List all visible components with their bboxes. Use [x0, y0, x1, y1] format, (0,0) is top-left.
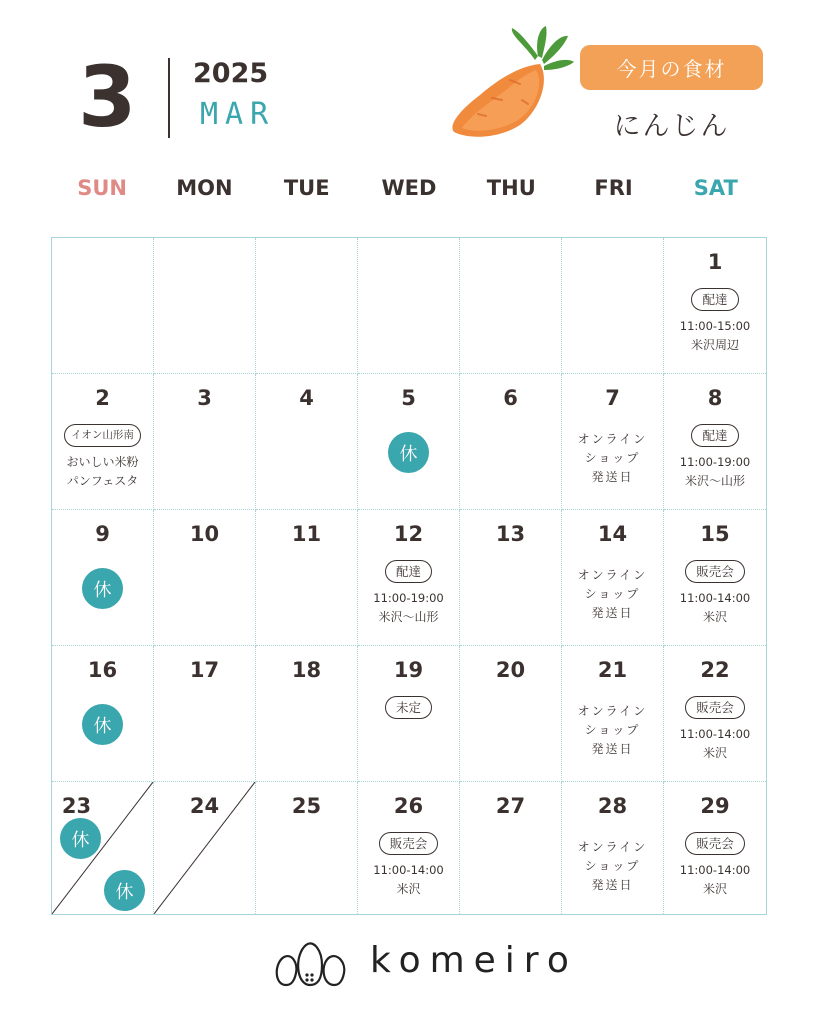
day-number: 11 [291, 522, 322, 546]
event-text: 11:00-14:00 [679, 863, 751, 877]
calendar-day-2 [52, 374, 154, 510]
calendar-day-13 [460, 510, 562, 646]
carrot-illustration [440, 20, 580, 145]
day-number: 1 [707, 250, 723, 274]
event-tag: 配達 [691, 288, 738, 311]
calendar-empty-cell [52, 238, 154, 374]
diagonal-line [154, 782, 255, 914]
calendar-day-25 [256, 782, 358, 914]
calendar-day-14 [562, 510, 664, 646]
event-text: 米沢 [702, 746, 727, 760]
event-text: オンライン [577, 432, 648, 446]
event-text: オンライン [577, 704, 648, 718]
calendar-day-26 [358, 782, 460, 914]
day-number: 27 [495, 794, 526, 818]
calendar-day-8 [664, 374, 766, 510]
calendar-day-28 [562, 782, 664, 914]
calendar-day-3 [154, 374, 256, 510]
holiday-badge: 休 [82, 704, 123, 745]
calendar-empty-cell [460, 238, 562, 374]
event-text: 米沢〜山形 [378, 610, 439, 624]
day-number: 25 [291, 794, 322, 818]
calendar-day-10 [154, 510, 256, 646]
event-text: 11:00-19:00 [373, 591, 444, 605]
day-number: 14 [597, 522, 628, 546]
weekday-wed: WED [381, 176, 437, 200]
day-number: 20 [495, 658, 526, 682]
holiday-badge: 休 [104, 870, 145, 911]
holiday-badge: 休 [82, 568, 123, 609]
day-number: 26 [393, 794, 424, 818]
weekday-fri: FRI [594, 176, 633, 200]
day-number: 15 [700, 522, 730, 546]
day-number: 10 [189, 522, 220, 546]
calendar-day-17 [154, 646, 256, 782]
day-number: 3 [197, 386, 212, 410]
calendar-day-29 [664, 782, 766, 914]
calendar-day-15 [664, 510, 766, 646]
calendar-day-22 [664, 646, 766, 782]
event-tag: 配達 [385, 560, 432, 583]
ingredient-badge: 今月の食材 [580, 45, 763, 90]
event-text: 発送日 [591, 742, 634, 756]
day-number: 2 [95, 386, 110, 410]
event-tag: 販売会 [685, 832, 745, 855]
event-text: ショップ [584, 451, 641, 465]
event-text: 11:00-15:00 [679, 319, 751, 333]
day-number: 6 [503, 386, 518, 410]
day-number: 24 [189, 794, 220, 818]
weekday-sun: SUN [77, 176, 128, 200]
calendar-day-12 [358, 510, 460, 646]
day-number: 21 [597, 658, 628, 682]
weekday-mon: MON [176, 176, 233, 200]
calendar-empty-cell [358, 238, 460, 374]
day-number: 5 [401, 386, 416, 410]
brand-wordmark: komeiro [370, 940, 578, 981]
event-text: オンライン [577, 840, 648, 854]
calendar-day-4 [256, 374, 358, 510]
calendar-day-24 [154, 782, 256, 914]
day-number: 4 [299, 386, 314, 410]
ingredient-name: にんじん [613, 111, 730, 142]
event-text: 11:00-14:00 [373, 863, 444, 877]
event-text: 11:00-19:00 [679, 455, 751, 469]
event-text: オンライン [577, 568, 648, 582]
event-text: 米沢周辺 [690, 338, 739, 352]
calendar-day-18 [256, 646, 358, 782]
day-number: 16 [87, 658, 118, 682]
calendar-empty-cell [562, 238, 664, 374]
event-tag: 配達 [691, 424, 738, 447]
calendar-empty-cell [256, 238, 358, 374]
calendar-day-27 [460, 782, 562, 914]
event-text: 米沢〜山形 [684, 474, 745, 488]
event-text: ショップ [584, 859, 641, 873]
weekday-sat: SAT [693, 176, 738, 200]
event-tag: 販売会 [685, 560, 745, 583]
month-abbr: MAR [200, 97, 276, 132]
event-text: 米沢 [396, 882, 421, 896]
event-text: ショップ [584, 587, 641, 601]
year-label: 2025 [193, 58, 269, 89]
event-text: 発送日 [591, 470, 634, 484]
calendar-day-23 [52, 782, 154, 914]
day-number: 19 [393, 658, 424, 682]
weekday-header [51, 170, 767, 210]
event-text: 11:00-14:00 [679, 727, 751, 741]
calendar-day-11 [256, 510, 358, 646]
header-divider [168, 58, 170, 138]
event-tag: 未定 [385, 696, 432, 719]
event-text: ショップ [584, 723, 641, 737]
month-number: 3 [78, 48, 137, 146]
event-tag: 販売会 [685, 696, 745, 719]
event-tag: イオン山形南 [64, 424, 141, 447]
event-text: 11:00-14:00 [679, 591, 751, 605]
day-number: 9 [95, 522, 110, 546]
calendar-day-7 [562, 374, 664, 510]
event-text: 米沢 [702, 882, 727, 896]
day-number: 17 [189, 658, 220, 682]
day-number: 22 [700, 658, 730, 682]
event-text: おいしい米粉 [66, 455, 139, 469]
calendar-day-6 [460, 374, 562, 510]
calendar-day-20 [460, 646, 562, 782]
event-tag: 販売会 [379, 832, 439, 855]
calendar-day-21 [562, 646, 664, 782]
calendar-day-16 [52, 646, 154, 782]
holiday-badge: 休 [60, 818, 101, 859]
weekday-tue: TUE [283, 176, 330, 200]
event-text: 発送日 [591, 606, 634, 620]
day-number: 12 [393, 522, 424, 546]
calendar-grid [51, 237, 767, 915]
calendar-day-5 [358, 374, 460, 510]
day-number: 29 [700, 794, 730, 818]
event-text: 米沢 [702, 610, 727, 624]
day-number: 23 [61, 794, 92, 818]
event-text: 発送日 [591, 878, 634, 892]
day-number: 7 [605, 386, 620, 410]
calendar-day-19 [358, 646, 460, 782]
weekday-thu: THU [486, 176, 536, 200]
holiday-badge: 休 [388, 432, 429, 473]
day-number: 13 [495, 522, 526, 546]
day-number: 28 [597, 794, 628, 818]
event-text: パンフェスタ [66, 474, 139, 488]
day-number: 8 [707, 386, 723, 410]
day-number: 18 [291, 658, 322, 682]
calendar-day-1 [664, 238, 766, 374]
calendar-day-9 [52, 510, 154, 646]
calendar-empty-cell [154, 238, 256, 374]
